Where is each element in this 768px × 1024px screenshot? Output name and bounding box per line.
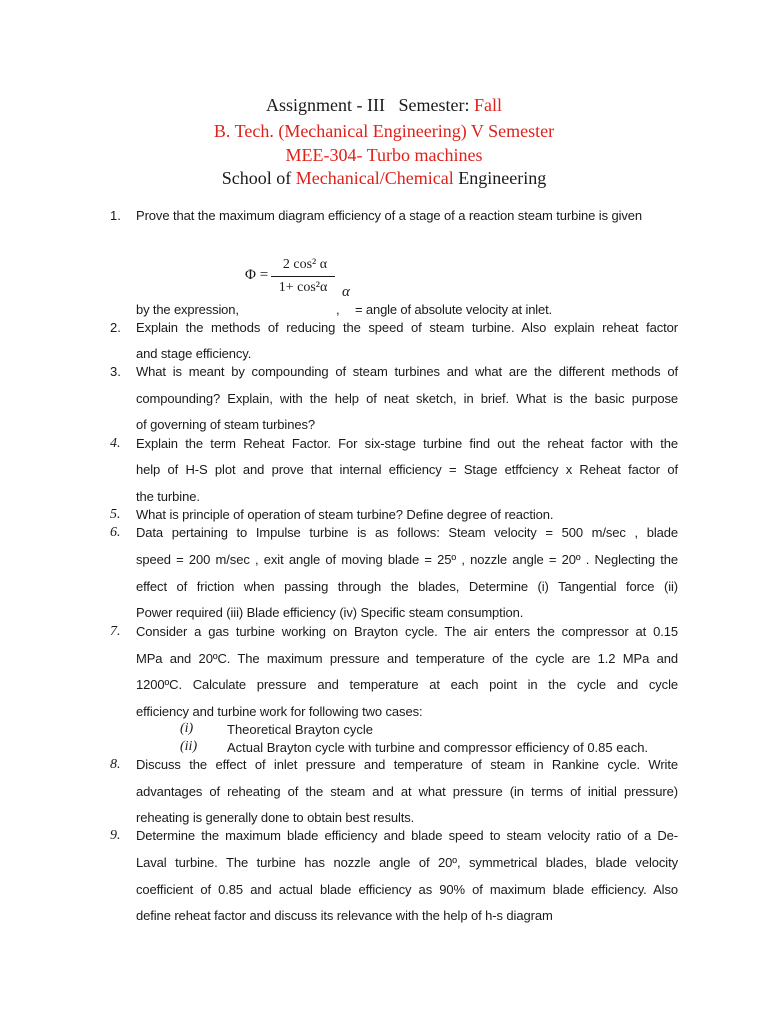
question-line: and stage efficiency.	[136, 346, 252, 361]
question-number: 3.	[110, 364, 121, 379]
question-line: the turbine.	[136, 489, 200, 504]
question-line: reheating is generally done to obtain best results.	[136, 810, 415, 825]
course-line: B. Tech. (Mechanical Engineering) V Semester	[213, 121, 555, 141]
question-line: Laval turbine. The turbine has nozzle angle of 20º, symmetrical blades, blade velocity	[136, 855, 678, 870]
question-line: efficiency and turbine work for following two cases:	[136, 704, 423, 719]
school-name: Mechanical/Chemical	[295, 168, 454, 188]
question-line: effect of friction when passing through the blades, Determine (i) Tangential force (ii)	[136, 579, 678, 594]
question-line: Consider a gas turbine working on Brayton cycle. The air enters the compressor at 0.15	[136, 624, 678, 639]
question-line: Determine the maximum blade efficiency and blade speed to steam velocity ratio of a De-	[136, 828, 678, 843]
subitem-text: Actual Brayton cycle with turbine and compressor efficiency of 0.85 each.	[227, 740, 649, 755]
fraction-bar	[271, 276, 335, 277]
question-number: 5.	[110, 507, 121, 522]
question-line: coefficient of 0.85 and actual blade efficiency as 90% of maximum blade efficiency. Also	[136, 882, 678, 897]
question-line: Power required (iii) Blade efficiency (iv) Specific steam consumption.	[136, 605, 524, 620]
assignment-label: Assignment - III Semester:	[266, 95, 474, 115]
formula-lhs: Φ =	[245, 267, 269, 283]
question-line: MPa and 20ºC. The maximum pressure and temperature of the cycle are 1.2 MPa and	[136, 651, 678, 666]
question-line: define reheat factor and discuss its relevance with the help of h-s diagram	[136, 908, 553, 923]
question-line: speed = 200 m/sec , exit angle of moving blade = 25º , nozzle angle = 20º . Neglecting the	[136, 552, 678, 567]
question-line: Prove that the maximum diagram efficiency of a stage of a reaction steam turbine is given	[136, 208, 643, 223]
question-line: ,	[336, 302, 340, 317]
school-line	[0, 167, 768, 189]
question-number: 6.	[110, 525, 121, 540]
question-number: 2.	[110, 320, 121, 335]
question-line: compounding? Explain, with the help of neat sketch, in brief. What is the basic purpose	[136, 391, 678, 406]
question-line: by the expression,	[136, 302, 239, 317]
formula-numerator: 2 cos² α	[282, 257, 328, 272]
question-line: Explain the methods of reducing the speed of steam turbine. Also explain reheat factor	[136, 320, 678, 335]
subitem-text: Theoretical Brayton cycle	[227, 722, 373, 737]
question-line: What is principle of operation of steam turbine? Define degree of reaction.	[136, 507, 554, 522]
question-number: 8.	[110, 757, 121, 772]
formula-denominator: 1+ cos²α	[278, 280, 328, 295]
school-prefix: School of	[221, 168, 296, 188]
question-line: Discuss the effect of inlet pressure and temperature of steam in Rankine cycle. Write	[136, 757, 678, 772]
question-line: Data pertaining to Impulse turbine is as follows: Steam velocity = 500 m/sec , blade	[136, 525, 678, 540]
assignment-title	[0, 94, 768, 116]
subitem-number: (ii)	[180, 739, 198, 754]
question-line: Explain the term Reheat Factor. For six-stage turbine find out the reheat factor with the	[136, 436, 678, 451]
question-number: 4.	[110, 436, 121, 451]
course-code: MEE-304- Turbo machines	[285, 145, 483, 165]
school-suffix: Engineering	[453, 168, 547, 188]
question-line: help of H-S plot and prove that internal efficiency = Stage etffciency x Reheat factor of	[136, 462, 678, 477]
question-line: What is meant by compounding of steam turbines and what are the different methods of	[136, 364, 678, 379]
question-line: advantages of reheating of the steam and at what pressure (in terms of initial pressure)	[136, 784, 678, 799]
question-number: 7.	[110, 624, 121, 639]
question-line: = angle of absolute velocity at inlet.	[355, 302, 553, 317]
question-number: 9.	[110, 828, 121, 843]
question-line: of governing of steam turbines?	[136, 417, 316, 432]
semester-value: Fall	[473, 95, 502, 115]
subitem-number: (i)	[180, 721, 194, 736]
alpha-symbol: α	[342, 284, 350, 300]
question-line: 1200ºC. Calculate pressure and temperature at each point in the cycle and cycle	[136, 677, 678, 692]
question-number: 1.	[110, 208, 121, 223]
